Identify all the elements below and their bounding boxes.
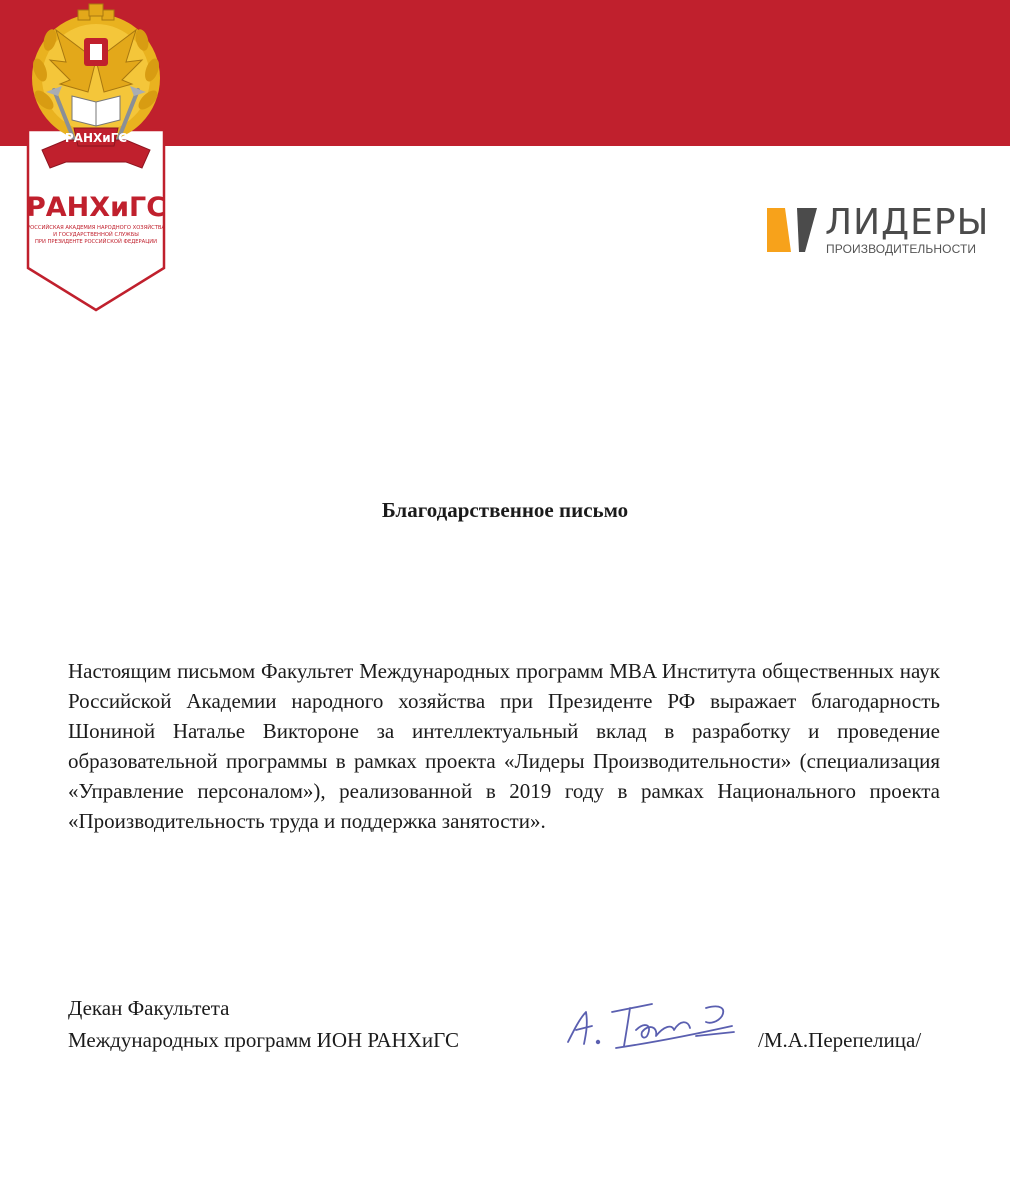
letter-title: Благодарственное письмо [381, 498, 629, 522]
signatory-position [68, 992, 459, 1056]
position-line-1: Декан Факультета [68, 996, 230, 1020]
leaders-mark-icon [765, 204, 819, 256]
handwritten-signature [556, 990, 746, 1060]
svg-text:РАНХиГС: РАНХиГС [64, 131, 128, 145]
position-line-2: Международных программ ИОН РАНХиГС [68, 1028, 459, 1052]
leaders-logo-subtitle: ПРОИЗВОДИТЕЛЬНОСТИ [826, 242, 977, 256]
svg-text:И ГОСУДАРСТВЕННОЙ СЛУЖБЫ: И ГОСУДАРСТВЕННОЙ СЛУЖБЫ [53, 232, 139, 238]
ranepa-emblem-icon [26, 0, 166, 312]
letter-body: Настоящим письмом Факультет Международных программ MBA Института общественных наук Российской Академии народного хозяйства при Президенте РФ выражает благодарность Шониной Наталье Виктороне за интеллектуальный вклад в разработку и проведение образовательной программы в рамках проекта «Лидеры Производительности» (специализация «Управление персоналом»), реализованной в 2019 году в рамках Национального проекта «Производительность труда и поддержка занятости». [68, 659, 940, 833]
svg-text:ПРИ ПРЕЗИДЕНТЕ РОССИЙСКОЙ ФЕДЕ: ПРИ ПРЕЗИДЕНТЕ РОССИЙСКОЙ ФЕДЕРАЦИИ [34, 239, 158, 245]
svg-text:РАНХиГС: РАНХиГС [26, 192, 166, 223]
ranepa-logo [26, 0, 166, 312]
leaders-logo-name: ЛИДЕРЫ [825, 202, 990, 243]
signer-name: /М.А.Перепелица/ [758, 1028, 922, 1052]
leaders-of-productivity-logo [765, 204, 990, 260]
svg-text:РОССИЙСКАЯ АКАДЕМИЯ НАРОДНОГО: РОССИЙСКАЯ АКАДЕМИЯ НАРОДНОГО ХОЗЯЙСТВА [27, 225, 165, 231]
